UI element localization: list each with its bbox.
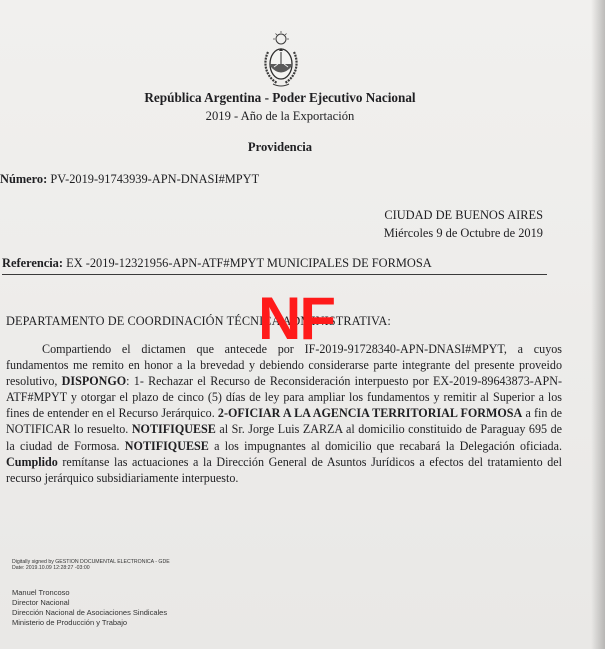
digital-signature-line: Digitally signed by GESTION DOCUMENTAL ELECTRONICA - GDE bbox=[12, 559, 170, 565]
notify-text-1: al Sr. Jorge Luis ZARZA al domicilio constituido de Paraguay 695 de la ciudad de Formosa. bbox=[6, 422, 563, 453]
body-paragraph bbox=[6, 341, 562, 486]
signer-office: Dirección Nacional de Asociaciones Sindicales bbox=[12, 608, 168, 617]
signer-role: Director Nacional bbox=[12, 598, 70, 607]
signer-ministry: Ministerio de Producción y Trabajo bbox=[12, 618, 128, 627]
body-intro: Compartiendo el dictamen que antecede por IF-2019-91728340-APN-DNASI#MPYT, a cuyos fundamentos me remito en honor a la brevedad y debiendo considerarse parte integrante del presente proveido resolutivo, bbox=[6, 342, 562, 389]
cumplido-keyword: Cumplido bbox=[6, 454, 58, 469]
dispongo-keyword: DISPONGO bbox=[61, 374, 127, 389]
reference-value: EX -2019-12321956-APN-ATF#MPYT MUNICIPALES DE FORMOSA bbox=[66, 256, 432, 270]
item-1-text: : 1- Rechazar el Recurso de Reconsideración interpuesto por EX-2019-89643873-APN-ATF#MPYT y otorgar el plazo de cinco (5) días de ley para ampliar los fundamentos y remitir al Superior a los fines de entender en el Recurso Jerárquico. bbox=[6, 374, 562, 421]
year-motto: 2019 - Año de la Exportación bbox=[205, 109, 355, 123]
nf-stamp: NF bbox=[258, 285, 334, 352]
recipient: DEPARTAMENTO DE COORDINACIÓN TÉCNICA ADMINISTRATIVA: bbox=[6, 314, 391, 328]
document-number bbox=[0, 172, 259, 187]
digital-signature-note bbox=[12, 559, 170, 571]
notify-text-2: a los impugnantes al domicilio que recabará la Delegación oficiada. bbox=[214, 438, 562, 453]
item-2-text: a fin de NOTIFICAR lo resuelto. bbox=[6, 406, 562, 437]
cumplido-text: remítanse las actuaciones a la Dirección General de Asuntos Jurídicos a efectos del tratamiento del recurso jerárquico subsidiariamente interpuesto. bbox=[6, 454, 562, 485]
digital-signature-date: Date: 2019.10.09 12:28:27 -03:00 bbox=[12, 565, 90, 571]
reference bbox=[2, 256, 432, 271]
document-type: Providencia bbox=[247, 140, 313, 154]
item-2-heading: 2-OFICIAR A LA AGENCIA TERRITORIAL FORMOSA bbox=[217, 406, 523, 421]
signer-name: Manuel Troncoso bbox=[12, 588, 70, 597]
coat-of-arms-icon bbox=[259, 30, 303, 88]
divider bbox=[2, 274, 547, 275]
header-title: República Argentina - Poder Ejecutivo Nacional bbox=[144, 90, 416, 105]
reference-label: Referencia: bbox=[2, 256, 64, 270]
page-edge-shadow bbox=[591, 0, 605, 649]
notify-keyword-2: NOTIFIQUESE bbox=[124, 438, 209, 453]
city: CIUDAD DE BUENOS AIRES bbox=[384, 208, 543, 222]
date: Miércoles 9 de Octubre de 2019 bbox=[383, 226, 543, 240]
number-label: Número: bbox=[0, 172, 48, 186]
notify-keyword-1: NOTIFIQUESE bbox=[131, 422, 216, 437]
body-text bbox=[6, 341, 562, 486]
number-value: PV-2019-91743939-APN-DNASI#MPYT bbox=[50, 172, 260, 186]
